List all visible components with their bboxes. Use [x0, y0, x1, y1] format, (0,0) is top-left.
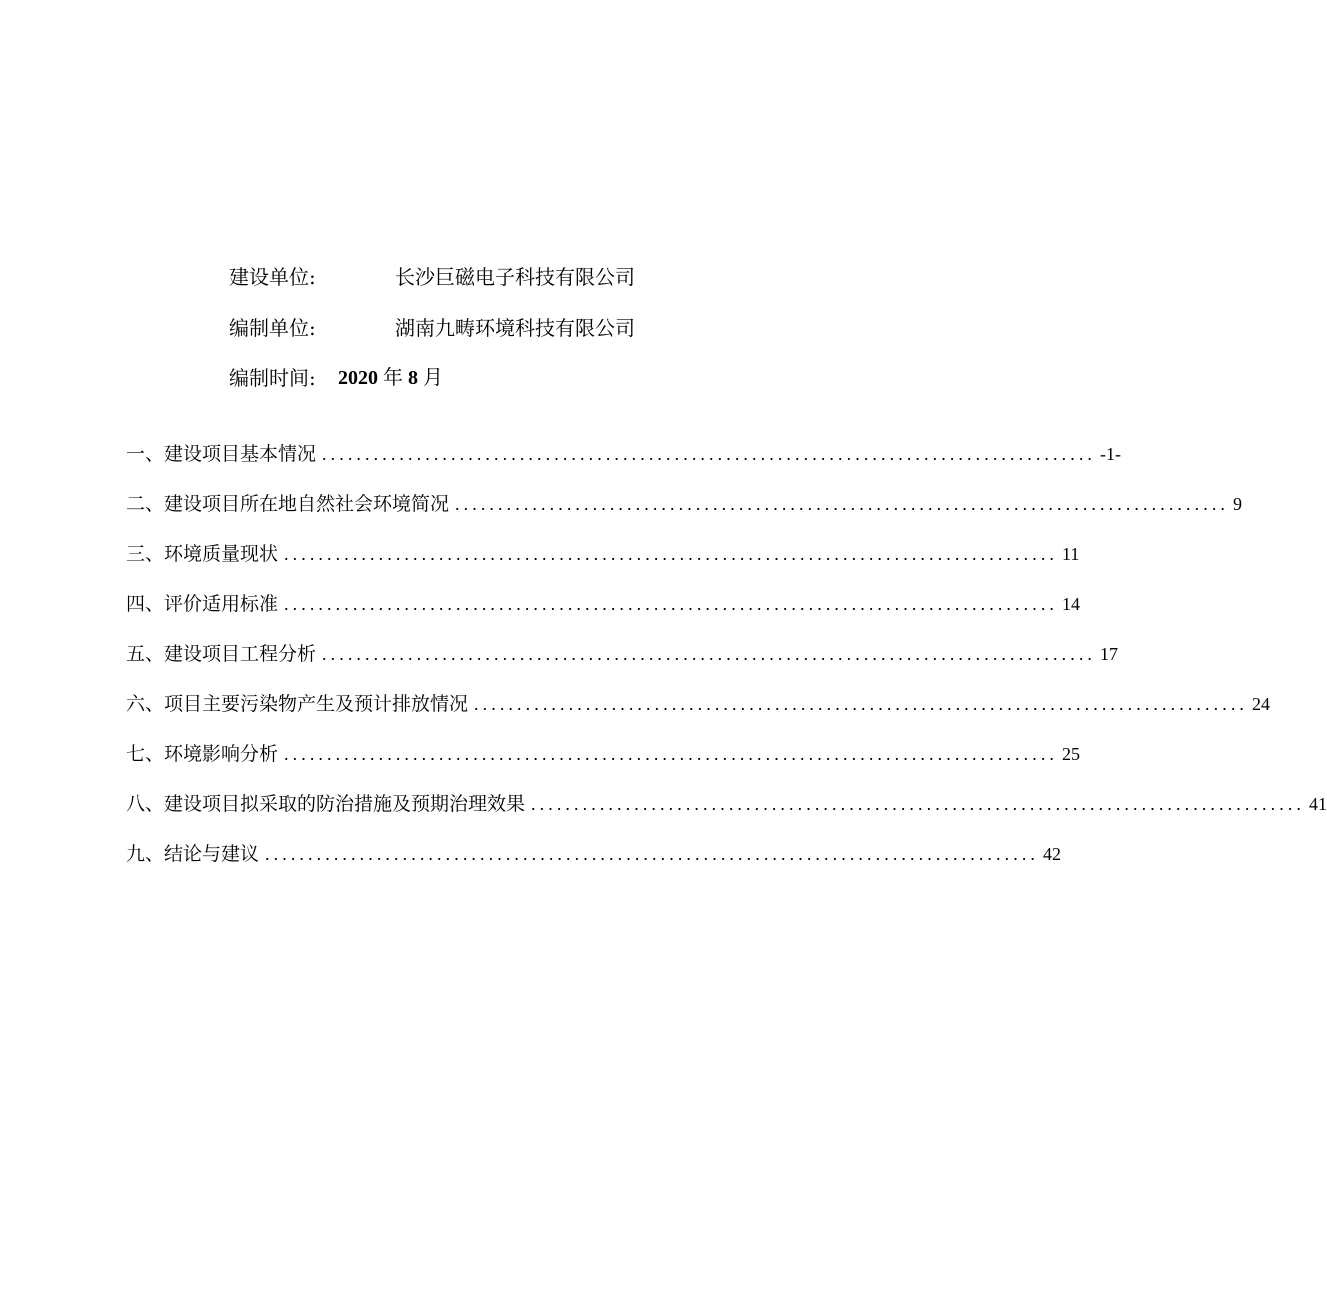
toc-entry-page: 24 — [1252, 694, 1271, 714]
toc-entry[interactable] — [126, 568, 1081, 618]
toc-entry[interactable] — [126, 818, 1062, 868]
compile-year-unit: 年 — [383, 367, 403, 389]
toc-entry-page: 42 — [1043, 844, 1062, 864]
toc-entry-page: 9 — [1233, 494, 1243, 514]
toc-entry-title: 三、环境质量现状 — [126, 543, 279, 565]
toc-entry-page: 14 — [1062, 594, 1081, 614]
toc-entry-page: 25 — [1062, 744, 1081, 764]
construction-unit-value: 长沙巨磁电子科技有限公司 — [395, 265, 635, 289]
toc-leader-dots: .......................................................................................... — [322, 444, 1097, 464]
toc-entry-title: 六、项目主要污染物产生及预计排放情况 — [126, 693, 469, 715]
toc-entry[interactable] — [126, 768, 1327, 818]
table-of-contents — [126, 418, 1327, 868]
compile-time-label: 编制时间: — [229, 366, 316, 390]
toc-leader-dots: .......................................................................................... — [265, 844, 1040, 864]
toc-leader-dots: .......................................................................................... — [284, 594, 1059, 614]
toc-entry-title: 八、建设项目拟采取的防治措施及预期治理效果 — [126, 793, 526, 815]
toc-leader-dots: .......................................................................................... — [284, 544, 1059, 564]
toc-entry-title: 四、评价适用标准 — [126, 593, 279, 615]
toc-entry-title: 五、建设项目工程分析 — [126, 643, 317, 665]
toc-entry[interactable] — [126, 518, 1080, 568]
toc-entry-title: 七、环境影响分析 — [126, 743, 279, 765]
toc-entry-page: 17 — [1100, 644, 1119, 664]
toc-leader-dots: .......................................................................................... — [474, 694, 1249, 714]
toc-entry-title: 二、建设项目所在地自然社会环境简况 — [126, 493, 450, 515]
compiler-unit-label: 编制单位: — [229, 316, 316, 340]
toc-entry-page: 11 — [1062, 544, 1080, 564]
toc-entry[interactable] — [126, 668, 1271, 718]
compile-month-unit: 月 — [423, 367, 443, 389]
toc-leader-dots: .......................................................................................... — [322, 644, 1097, 664]
toc-entry-page: 41 — [1309, 794, 1327, 814]
construction-unit-label: 建设单位: — [229, 265, 316, 289]
toc-leader-dots: .......................................................................................... — [455, 494, 1230, 514]
toc-entry[interactable] — [126, 718, 1081, 768]
toc-entry[interactable] — [126, 618, 1119, 668]
toc-leader-dots: .......................................................................................... — [531, 794, 1306, 814]
compile-month: 8 — [408, 367, 418, 389]
toc-entry-title: 一、建设项目基本情况 — [126, 443, 317, 465]
compiler-unit-value: 湖南九畴环境科技有限公司 — [395, 316, 635, 340]
toc-leader-dots: .......................................................................................... — [284, 744, 1059, 764]
toc-entry-title: 九、结论与建议 — [126, 843, 260, 865]
toc-entry[interactable] — [126, 468, 1243, 518]
toc-entry[interactable] — [126, 418, 1122, 468]
toc-entry-page: -1- — [1100, 444, 1122, 464]
compile-time-value — [338, 364, 443, 392]
compile-year: 2020 — [338, 367, 378, 389]
